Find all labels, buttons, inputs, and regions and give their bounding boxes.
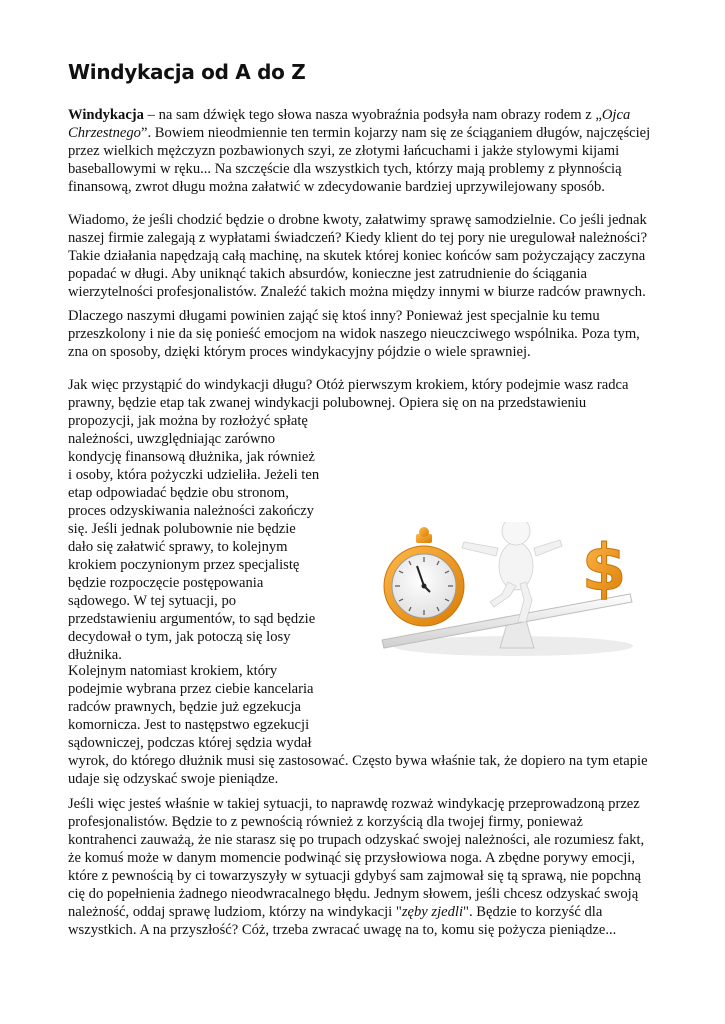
text-line: dłużnika. xyxy=(68,647,122,663)
text-line: wyrok, do którego dłużnik musi się zastosować. Często bywa właśnie tak, że dopiero na tym etapie xyxy=(68,753,648,769)
paragraph-3 xyxy=(68,307,668,361)
text-line: że komuś może w danym momencie podwinąć się przysłowiowa noga. A zbędne porywy emocji, xyxy=(68,850,635,866)
text-line: sądowego. W tej sytuacji, po xyxy=(68,593,237,609)
paragraph-2 xyxy=(68,211,668,301)
text-span: ”. Bowiem nieodmiennie ten termin kojarzy nam się ze ściąganiem długów, najczęściej xyxy=(140,125,651,141)
page-title: Windykacja od A do Z xyxy=(68,60,306,84)
text-line: które z pewnością by ci towarzyszyły w sytuacji gdybyś sam zajmował się tą sprawą, nie popchną xyxy=(68,868,642,884)
text-line: sądowniczej, podczas której sędzia wydał xyxy=(68,735,312,751)
text-line xyxy=(68,124,668,142)
text-line: Wiadomo, że jeśli chodzić będzie o drobne kwoty, załatwimy sprawę samodzielnie. Co jeśli jednak xyxy=(68,212,647,228)
text-line: się. Jeśli jednak polubownie nie będzie xyxy=(68,521,296,537)
text-span: – na sam dźwięk tego słowa nasza wyobraźnia podsyła nam obrazy rodem z „ xyxy=(143,107,602,123)
text-line: propozycji, jak można by rozłożyć spłatę xyxy=(68,413,308,429)
text-line: etap odpowiadać będzie obu stronom, xyxy=(68,485,289,501)
text-line: baseballowymi w ręku... Na szczęście dla wszystkich tych, którzy mają problemy z płynnością xyxy=(68,161,622,177)
text-line: przedstawieniu argumentów, to sąd będzie xyxy=(68,611,316,627)
text-span: ". Będzie to korzyść dla xyxy=(463,904,603,920)
text-line: przez wielkich mężczyzn pozbawionych szyi, ze złotymi łańcuchami i jakże stylowymi kijami xyxy=(68,143,620,159)
text-line: popadać w długi. Aby uniknąć takich absurdów, konieczne jest zatrudnienie do ściągania xyxy=(68,266,587,282)
text-line: kontrahenci zauważą, że nie starasz się po trupach odzyskać swojej należności, ale rozumiesz fakt, xyxy=(68,832,645,848)
text-line: dało się załatwić sprawy, to kolejnym xyxy=(68,539,288,555)
text-line: komornicza. Jest to następstwo egzekucji xyxy=(68,717,310,733)
italic-text: Chrzestnego xyxy=(68,125,141,141)
lede-word: Windykacja xyxy=(68,107,144,123)
text-line xyxy=(68,903,668,921)
balance-illustration xyxy=(378,522,640,664)
text-line xyxy=(68,106,668,124)
text-line: będzie rozpoczęcie postępowania xyxy=(68,575,264,591)
text-line: Dlaczego naszymi długami powinien zająć się ktoś inny? Ponieważ jest specjalnie ku temu xyxy=(68,308,600,324)
text-line: Kolejnym natomiast krokiem, który xyxy=(68,663,278,679)
text-line: Jeśli więc jesteś właśnie w takiej sytuacji, to naprawdę rozważ windykację przeprowadzoną przez xyxy=(68,796,640,812)
text-line: finansową, zwrot długu można załatwić w zdecydowanie bardziej uprzywilejowany sposób. xyxy=(68,179,605,195)
text-line: radców prawnych, będzie już egzekucja xyxy=(68,699,301,715)
text-line: Takie działania napędzają całą machinę, na skutek której koniec końców sam pożyczający zaczyna xyxy=(68,248,646,264)
text-span: należność, oddaj sprawę ludziom, którzy na windykacji " xyxy=(68,904,402,920)
text-line: zna on sposoby, dzięki którym proces windykacyjny pójdzie o wiele sprawniej. xyxy=(68,344,531,360)
text-line: przeszkolony i nie da się ponieść emocjom na widok naszego nieuczciwego wspólnika. Poza tym, xyxy=(68,326,640,342)
text-line: krokiem poczynionym przez specjalistę xyxy=(68,557,300,573)
text-line: kondycję finansową dłużnika, jak również xyxy=(68,449,315,465)
dollar-sign-icon: $ xyxy=(581,532,627,606)
text-line: naszej firmie zalegają z wypłatami świadczeń? Kiedy klient do tej pory nie uregulował należności? xyxy=(68,230,648,246)
text-line: należności, uwzględniając zarówno xyxy=(68,431,276,447)
italic-text: Ojca xyxy=(601,107,631,123)
text-line: proces odzyskiwania należności zakończy xyxy=(68,503,314,519)
paragraph-intro xyxy=(68,106,668,196)
text-line: wierzytelności profesjonalistów. Znaleźć takich można między innymi w biurze radców prawnych. xyxy=(68,284,646,300)
text-line: profesjonalistów. Będzie to z pewnością również z korzyścią dla twojej firmy, ponieważ xyxy=(68,814,583,830)
italic-text: zęby zjedli xyxy=(401,904,464,920)
text-line: udaje się odzyskać swoje pieniądze. xyxy=(68,771,279,787)
text-line: i osoby, która pożyczki udzieliła. Jeżeli ten xyxy=(68,467,320,483)
text-line: decydował o tym, jak potoczą się losy xyxy=(68,629,291,645)
text-line: Jak więc przystąpić do windykacji długu? Otóż pierwszym krokiem, który podejmie wasz radca xyxy=(68,377,629,393)
balancing-figure xyxy=(462,522,562,622)
text-line: cię do popełnienia żadnego nieodwracalnego błędu. Jednym słowem, jeśli chcesz odzyskać swoją xyxy=(68,886,639,902)
text-line: podejmie wybrana przez ciebie kancelaria xyxy=(68,681,314,697)
stopwatch-icon xyxy=(384,527,464,626)
paragraph-5 xyxy=(68,662,668,788)
paragraph-6 xyxy=(68,795,668,939)
text-line: wszystkich. A na przyszłość? Cóż, trzeba zwracać uwagę na to, komu się pożycza pieniądze... xyxy=(68,922,617,938)
text-line: prawny, będzie etap tak zwanej windykacji polubownej. Opiera się on na przedstawieniu xyxy=(68,395,587,411)
